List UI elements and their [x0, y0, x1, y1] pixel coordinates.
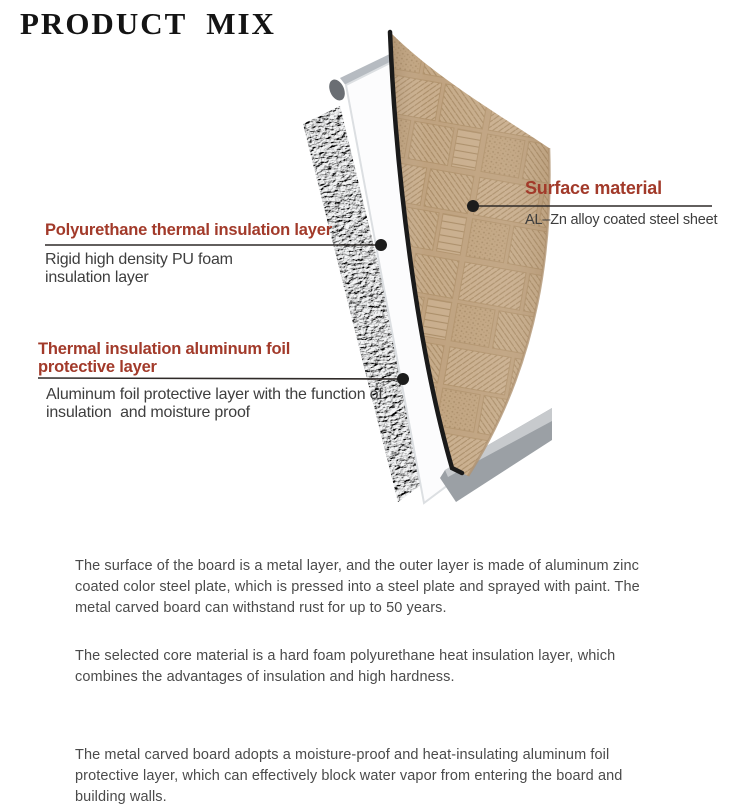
description-paragraph-core: The selected core material is a hard foam polyurethane heat insulation layer, which combines the advantages of insulation and high hardness. — [75, 647, 616, 685]
leader-line-foil — [38, 378, 403, 379]
callout-pu-desc: Rigid high density PU foam insulation layer — [45, 251, 238, 286]
callout-foil-desc: Aluminum foil protective layer with the function of insulation and moisture proof — [46, 386, 387, 421]
description-paragraph-foil: The metal carved board adopts a moisture-proof and heat-insulating aluminum foil protective layer, which can effectively block water vapor from entering the board and building walls. — [75, 746, 623, 805]
page-title: PRODUCT MIX — [20, 6, 276, 41]
leader-dot-foil — [397, 373, 409, 385]
callout-foil-title: Thermal insulation aluminum foil protective layer — [38, 340, 291, 376]
callout-surface-title: Surface material — [525, 178, 662, 198]
leader-dot-surface — [467, 200, 479, 212]
callout-pu-title: Polyurethane thermal insulation layer — [45, 221, 332, 239]
callout-surface-desc: AL–Zn alloy coated steel sheet — [525, 212, 718, 228]
description-paragraph-surface: The surface of the board is a metal layer, and the outer layer is made of aluminum zinc coated color steel plate, which is pressed into a steel plate and sprayed with paint. The metal carved board can withstand rust for up to 50 years. — [75, 557, 640, 616]
leader-dot-pu — [375, 239, 387, 251]
